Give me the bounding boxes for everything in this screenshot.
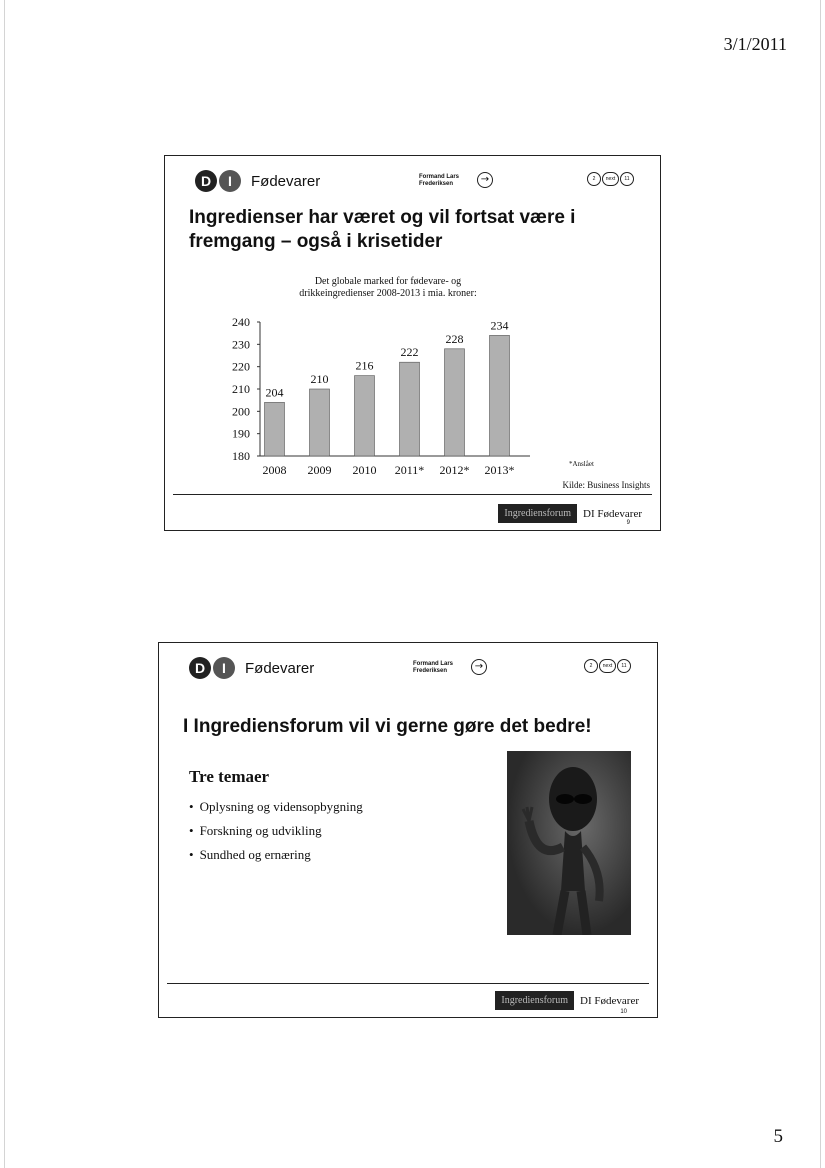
slide-10 (158, 642, 658, 1018)
presenter-line-1: Formand Lars (413, 661, 454, 667)
slide-title: I Ingrediensforum vil vi gerne gøre det bedre! (183, 716, 592, 737)
footer-rule (167, 983, 649, 984)
bar (490, 335, 510, 456)
bar (355, 376, 375, 456)
x-tick-label: 2010 (352, 463, 377, 477)
bar-value-label: 228 (445, 331, 464, 346)
nav-next-button[interactable]: next (602, 172, 619, 186)
brand-name: Fødevarer (245, 660, 315, 677)
x-tick-label: 2012* (439, 463, 470, 477)
alien-figure-image (507, 751, 631, 935)
footer-org: DI Fødevarer (580, 994, 639, 1007)
chart-note: *Anslået (569, 460, 594, 468)
di-logo (189, 657, 237, 679)
slide-navigation (586, 172, 634, 186)
bar (445, 349, 465, 456)
slide-number: 9 (626, 520, 630, 526)
list-item: • Sundhed og ernæring (189, 843, 363, 867)
presenter-line-2: Frederiksen (413, 668, 448, 674)
x-tick-label: 2009 (307, 463, 332, 477)
bar-value-label: 222 (400, 345, 419, 360)
slide-footer (495, 991, 639, 1010)
presenter-label (419, 174, 459, 188)
y-tick-label: 200 (232, 404, 250, 419)
topics-list (189, 795, 363, 867)
nav-prev-button[interactable]: 2 (584, 659, 598, 673)
footer-rule (173, 494, 652, 495)
slide-header (165, 156, 660, 206)
page-edge-right (820, 0, 821, 1168)
page-date: 3/1/2011 (723, 34, 787, 54)
bar-value-label: 234 (490, 318, 509, 333)
di-logo (195, 170, 243, 192)
chart-title: Det globale marked for fødevare- og drikkeingredienser 2008-2013 i mia. kroner: (299, 276, 477, 299)
presenter-line-1: Formand Lars (419, 174, 460, 180)
market-bar-chart (205, 306, 545, 486)
logo-letter-i: I (219, 170, 241, 192)
footer-tag: Ingrediensforum (495, 991, 574, 1010)
logo-letter-d: D (189, 657, 211, 679)
nav-last-button[interactable]: 11 (620, 172, 634, 186)
y-tick-label: 180 (232, 449, 250, 463)
slide-navigation (583, 659, 631, 673)
nav-last-button[interactable]: 11 (617, 659, 631, 673)
slide-header (159, 643, 657, 693)
y-tick-label: 230 (232, 337, 250, 352)
list-item: • Oplysning og vidensopbygning (189, 795, 363, 819)
slide-title: Ingredienser har været og vil fortsat være i fremgang – også i krisetider (189, 207, 576, 252)
nav-next-button[interactable]: next (599, 659, 616, 673)
presenter-line-2: Frederiksen (419, 181, 454, 187)
page-number: 5 (773, 1126, 783, 1147)
bar (400, 362, 420, 456)
y-tick-label: 220 (232, 359, 250, 374)
x-tick-label: 2008 (262, 463, 287, 477)
slide-number: 10 (620, 1009, 627, 1015)
brand-name: Fødevarer (251, 173, 321, 190)
footer-org: DI Fødevarer (583, 507, 642, 520)
slide-footer (498, 504, 642, 523)
nav-prev-button[interactable]: 2 (587, 172, 601, 186)
list-item: • Forskning og udvikling (189, 819, 363, 843)
bar (310, 389, 330, 456)
page-edge-left (4, 0, 5, 1168)
topics-heading: Tre temaer (189, 767, 270, 786)
slide-9 (164, 155, 661, 531)
x-tick-label: 2013* (484, 463, 515, 477)
logo-letter-i: I (213, 657, 235, 679)
alien-photo (507, 751, 631, 935)
presenter-label (413, 661, 453, 675)
logo-letter-d: D (195, 170, 217, 192)
y-tick-label: 210 (232, 382, 250, 396)
arrow-right-icon[interactable]: → (477, 172, 493, 188)
footer-tag: Ingrediensforum (498, 504, 577, 523)
chart-source: Kilde: Business Insights (562, 480, 650, 490)
y-tick-label: 240 (232, 315, 250, 329)
arrow-right-icon[interactable]: → (471, 659, 487, 675)
y-tick-label: 190 (232, 426, 250, 441)
bar-value-label: 216 (355, 358, 374, 373)
x-tick-label: 2011* (394, 463, 425, 477)
bar-value-label: 204 (265, 385, 284, 400)
bar (265, 402, 285, 456)
bar-value-label: 210 (310, 372, 329, 386)
